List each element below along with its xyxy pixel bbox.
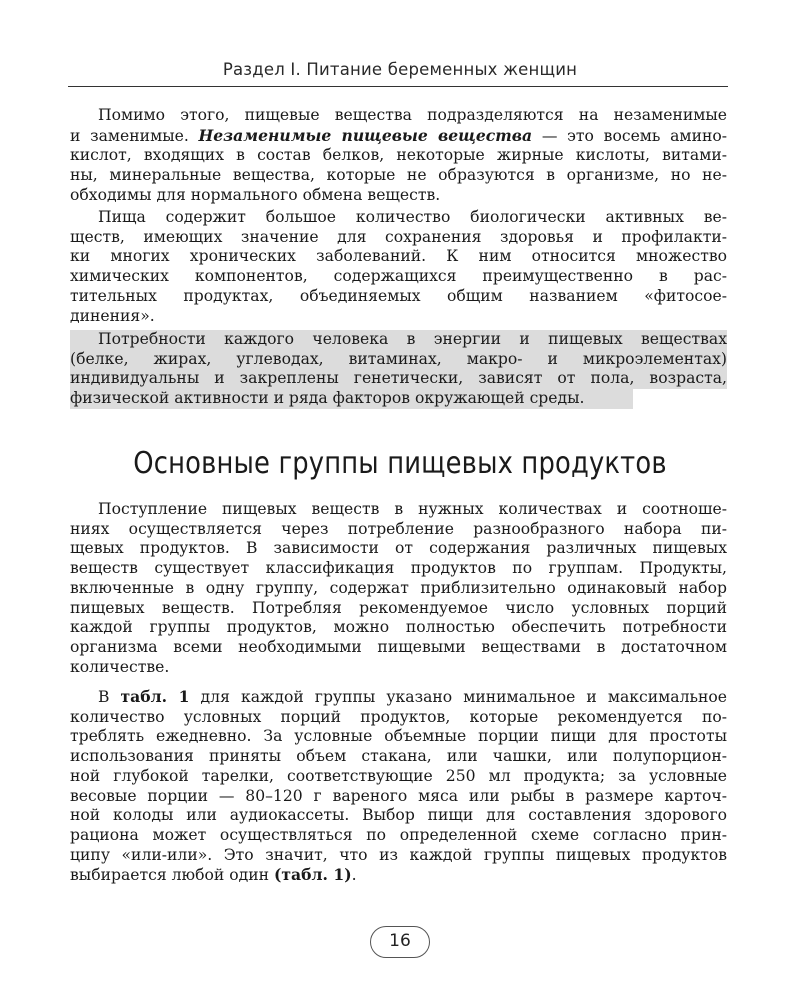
text-line: щевых продуктов. В зависимости от содержания различных пищевых [70, 539, 727, 558]
running-head: Раздел I. Питание беременных женщин [222, 60, 578, 79]
text-span: и заменимые. [70, 126, 199, 145]
table-reference: (табл. 1) [273, 865, 352, 885]
text-line: использования приняты объем стакана, или чашки, или полупорцион- [70, 747, 727, 766]
text-line: ществ, имеющих значение для сохранения здоровья и профилакти- [70, 227, 727, 246]
text-line: ципу «или-или». Это значит, что из каждой группы пищевых продуктов [70, 845, 727, 864]
text-line: Помимо этого, пищевые вещества подразделяются на незаменимые [98, 106, 727, 124]
text-line: ной глубокой тарелки, соответствующие 250 мл продукта; за условные [70, 766, 727, 785]
paragraph-phytonutrients [70, 208, 727, 326]
paragraph-essential-nutrients [70, 106, 727, 206]
text-line: Поступление пищевых веществ в нужных количествах и соотноше- [98, 500, 727, 518]
text-line [70, 865, 727, 886]
paragraph-individual-needs-highlighted [70, 330, 727, 409]
text-line: химических компонентов, содержащихся преимущественно в рас- [70, 267, 727, 286]
text-line: тительных продуктах, объединяемых общим названием «фитосое- [70, 286, 727, 305]
text-line: ной колоды или аудиокассеты. Выбор пищи для составления здорового [70, 806, 727, 825]
text-line: пищевых веществ. Потребляя рекомендуемое число условных порций [70, 598, 727, 617]
text-span: выбирается любой один [70, 866, 274, 885]
text-line [70, 687, 727, 708]
highlighted-line: индивидуальны и закреплены генетически, зависят от пола, возраста, [70, 369, 727, 388]
text-line: обходимы для нормального обмена веществ. [70, 185, 441, 204]
text-line: ниях осуществляется через потребление разнообразного набора пи- [70, 519, 727, 538]
text-span: В [98, 688, 121, 706]
text-line: весовые порции — 80–120 г вареного мяса или рыбы в размере карточ- [70, 786, 727, 805]
highlighted-line: Потребности каждого человека в энергии и пищевых веществах [70, 330, 727, 350]
text-line: динения». [70, 306, 155, 325]
header-rule [68, 86, 728, 87]
paragraph-food-groups-intro [70, 500, 727, 677]
page-number-badge: 16 [370, 926, 430, 958]
paragraph-portions [70, 687, 727, 886]
text-line: каждой группы продуктов, можно полностью обеспечить потребности [70, 618, 727, 637]
emphasized-term: Незаменимые пищевые вещества [198, 125, 533, 145]
text-line: количестве. [70, 657, 170, 676]
text-line: треблять ежедневно. За условные объемные порции пищи для простоты [70, 727, 727, 746]
section-heading: Основные группы пищевых продуктов [133, 446, 667, 481]
text-line: Пища содержит большое количество биологически активных ве- [98, 208, 727, 226]
text-line [70, 126, 727, 147]
text-line: рациона может осуществляться по определенной схеме согласно прин- [70, 825, 727, 844]
text-span: для каждой группы указано минимальное и максимальное [189, 688, 727, 706]
text-span: — это восемь амино- [532, 126, 728, 145]
table-reference: табл. 1 [120, 687, 190, 706]
highlighted-line: (белке, жирах, углеводах, витаминах, макро- и микроэлементах) [70, 349, 727, 368]
text-line: ны, минеральные вещества, которые не образуются в организме, но не- [70, 166, 727, 185]
text-line: ки многих хронических заболеваний. К ним относится множество [70, 247, 727, 266]
text-span: . [351, 866, 357, 885]
text-line: веществ существует классификация продуктов по группам. Продукты, [70, 559, 727, 578]
highlighted-line: физической активности и ряда факторов окружающей среды. [70, 389, 633, 409]
text-line: количество условных порций продуктов, которые рекомендуется по- [70, 707, 727, 726]
text-line: организма всеми необходимыми пищевыми веществами в достаточном [70, 637, 727, 656]
text-line: включенные в одну группу, содержат приблизительно одинаковый набор [70, 578, 727, 597]
text-line: кислот, входящих в состав белков, некоторые жирные кислоты, витами- [70, 146, 727, 165]
